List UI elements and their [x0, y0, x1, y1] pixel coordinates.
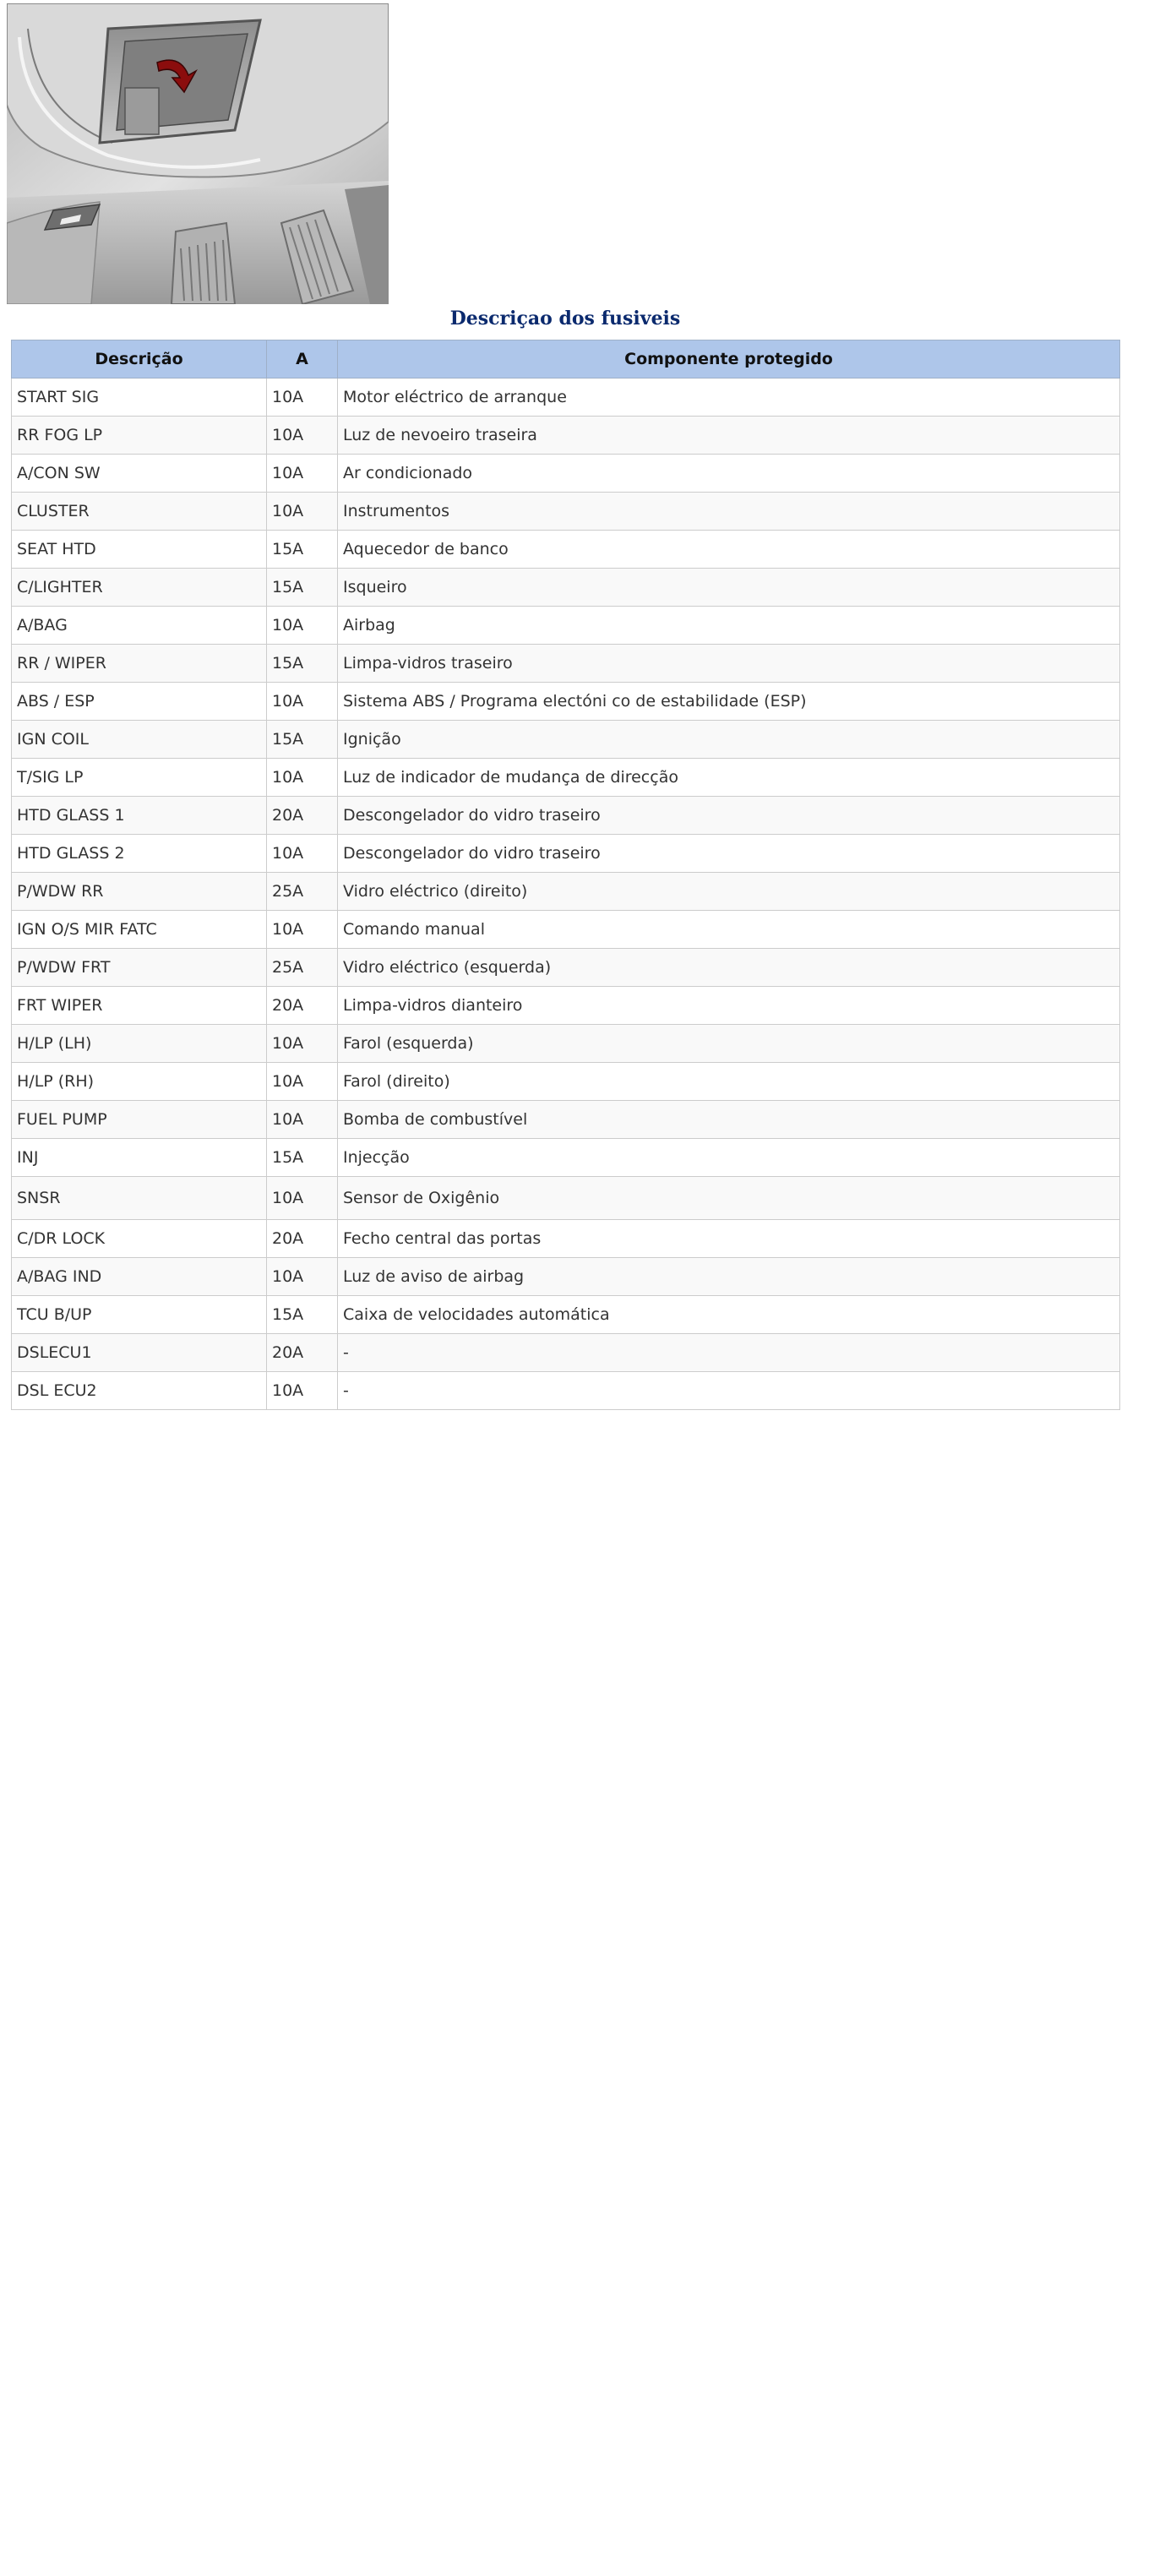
cell-descricao: HTD GLASS 2 — [12, 835, 267, 873]
table-row — [12, 949, 1120, 987]
cell-componente: Comando manual — [338, 911, 1120, 949]
cell-amp: 10A — [267, 1101, 338, 1139]
table-row — [12, 873, 1120, 911]
table-row — [12, 455, 1120, 493]
cell-componente: Caixa de velocidades automática — [338, 1296, 1120, 1334]
cell-amp: 20A — [267, 1334, 338, 1372]
cell-descricao: A/CON SW — [12, 455, 267, 493]
cell-descricao: P/WDW RR — [12, 873, 267, 911]
cell-componente: Farol (direito) — [338, 1063, 1120, 1101]
table-row — [12, 759, 1120, 797]
cell-amp: 10A — [267, 455, 338, 493]
cell-componente: Motor eléctrico de arranque — [338, 379, 1120, 417]
cell-componente: Vidro eléctrico (esquerda) — [338, 949, 1120, 987]
cell-descricao: A/BAG IND — [12, 1258, 267, 1296]
cell-componente: Vidro eléctrico (direito) — [338, 873, 1120, 911]
header-componente: Componente protegido — [338, 340, 1120, 379]
cell-descricao: CLUSTER — [12, 493, 267, 531]
table-row — [12, 1296, 1120, 1334]
table-row — [12, 645, 1120, 683]
table-row — [12, 797, 1120, 835]
cell-descricao: DSLECU1 — [12, 1334, 267, 1372]
cell-descricao: H/LP (RH) — [12, 1063, 267, 1101]
cell-amp: 10A — [267, 759, 338, 797]
cell-componente: Injecção — [338, 1139, 1120, 1177]
cell-descricao: P/WDW FRT — [12, 949, 267, 987]
cell-amp: 10A — [267, 1063, 338, 1101]
cell-amp: 10A — [267, 911, 338, 949]
table-row — [12, 379, 1120, 417]
cell-descricao: SNSR — [12, 1177, 267, 1220]
cell-componente: Luz de indicador de mudança de direcção — [338, 759, 1120, 797]
cell-descricao: RR FOG LP — [12, 417, 267, 455]
cell-amp: 25A — [267, 949, 338, 987]
cell-amp: 15A — [267, 645, 338, 683]
cell-descricao: IGN COIL — [12, 721, 267, 759]
cell-componente: Ignição — [338, 721, 1120, 759]
cell-amp: 10A — [267, 379, 338, 417]
table-row — [12, 493, 1120, 531]
table-row — [12, 683, 1120, 721]
header-descricao: Descrição — [12, 340, 267, 379]
cell-componente: Limpa-vidros dianteiro — [338, 987, 1120, 1025]
cell-descricao: SEAT HTD — [12, 531, 267, 569]
cell-amp: 10A — [267, 493, 338, 531]
cell-componente: - — [338, 1372, 1120, 1410]
cell-descricao: FUEL PUMP — [12, 1101, 267, 1139]
table-row — [12, 911, 1120, 949]
cell-amp: 20A — [267, 797, 338, 835]
table-row — [12, 1258, 1120, 1296]
table-row — [12, 1025, 1120, 1063]
cell-amp: 15A — [267, 531, 338, 569]
fuse-box-location-illustration — [7, 3, 389, 304]
cell-componente: Luz de nevoeiro traseira — [338, 417, 1120, 455]
cell-componente: Limpa-vidros traseiro — [338, 645, 1120, 683]
page-title: Descriçao dos fusiveis — [449, 308, 681, 329]
cell-componente: Aquecedor de banco — [338, 531, 1120, 569]
cell-componente: Sistema ABS / Programa electóni co de estabilidade (ESP) — [338, 683, 1120, 721]
cell-amp: 20A — [267, 1220, 338, 1258]
cell-componente: Descongelador do vidro traseiro — [338, 797, 1120, 835]
table-row — [12, 1101, 1120, 1139]
cell-componente: Fecho central das portas — [338, 1220, 1120, 1258]
cell-amp: 10A — [267, 607, 338, 645]
cell-componente: Ar condicionado — [338, 455, 1120, 493]
cell-amp: 10A — [267, 417, 338, 455]
cell-componente: Luz de aviso de airbag — [338, 1258, 1120, 1296]
cell-amp: 10A — [267, 1025, 338, 1063]
table-row — [12, 531, 1120, 569]
table-row — [12, 607, 1120, 645]
cell-descricao: START SIG — [12, 379, 267, 417]
cell-amp: 15A — [267, 1296, 338, 1334]
cell-descricao: A/BAG — [12, 607, 267, 645]
cell-descricao: FRT WIPER — [12, 987, 267, 1025]
fuse-table — [11, 340, 1120, 1410]
cell-amp: 10A — [267, 683, 338, 721]
table-row — [12, 835, 1120, 873]
cell-descricao: DSL ECU2 — [12, 1372, 267, 1410]
cell-amp: 15A — [267, 569, 338, 607]
cell-componente: Isqueiro — [338, 569, 1120, 607]
table-row — [12, 569, 1120, 607]
cell-descricao: HTD GLASS 1 — [12, 797, 267, 835]
table-row — [12, 721, 1120, 759]
cell-componente: Descongelador do vidro traseiro — [338, 835, 1120, 873]
cell-amp: 20A — [267, 987, 338, 1025]
cell-amp: 25A — [267, 873, 338, 911]
cell-amp: 10A — [267, 1177, 338, 1220]
cell-descricao: ABS / ESP — [12, 683, 267, 721]
cell-componente: Farol (esquerda) — [338, 1025, 1120, 1063]
cell-componente: Sensor de Oxigênio — [338, 1177, 1120, 1220]
cell-componente: Airbag — [338, 607, 1120, 645]
table-row — [12, 417, 1120, 455]
table-row — [12, 1220, 1120, 1258]
table-row — [12, 1334, 1120, 1372]
cell-descricao: T/SIG LP — [12, 759, 267, 797]
cell-descricao: IGN O/S MIR FATC — [12, 911, 267, 949]
cell-descricao: C/LIGHTER — [12, 569, 267, 607]
cell-componente: Bomba de combustível — [338, 1101, 1120, 1139]
table-row — [12, 1177, 1120, 1220]
cell-componente: - — [338, 1334, 1120, 1372]
cell-amp: 15A — [267, 1139, 338, 1177]
cell-descricao: H/LP (LH) — [12, 1025, 267, 1063]
cell-descricao: TCU B/UP — [12, 1296, 267, 1334]
cell-amp: 10A — [267, 1372, 338, 1410]
table-row — [12, 1372, 1120, 1410]
cell-amp: 10A — [267, 835, 338, 873]
table-row — [12, 1063, 1120, 1101]
cell-descricao: INJ — [12, 1139, 267, 1177]
cell-descricao: C/DR LOCK — [12, 1220, 267, 1258]
table-header-row — [12, 340, 1120, 379]
cell-componente: Instrumentos — [338, 493, 1120, 531]
header-amp: A — [267, 340, 338, 379]
cell-amp: 15A — [267, 721, 338, 759]
table-row — [12, 1139, 1120, 1177]
cell-amp: 10A — [267, 1258, 338, 1296]
table-row — [12, 987, 1120, 1025]
cell-descricao: RR / WIPER — [12, 645, 267, 683]
